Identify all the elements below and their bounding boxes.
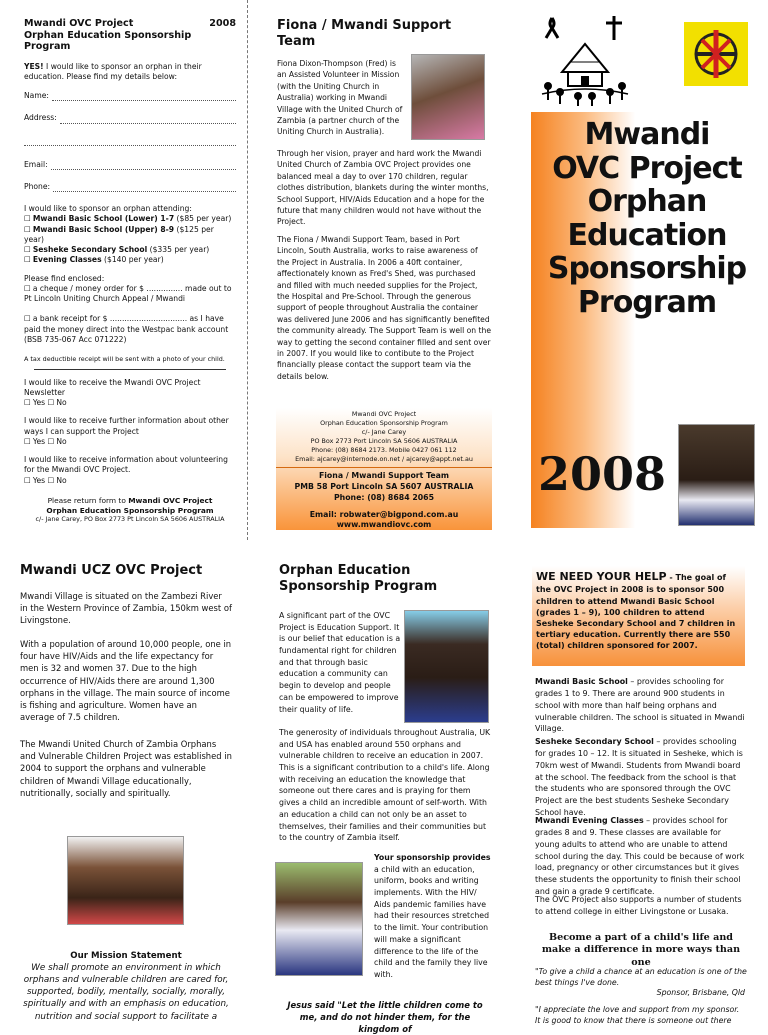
return-line-1	[24, 496, 236, 506]
cover-title	[531, 118, 763, 320]
return-pre: Please return form to	[47, 495, 129, 505]
address-input-line[interactable]	[60, 116, 236, 124]
contact-line-3: c/- Jane Carey	[361, 427, 407, 436]
option-evening-name: Evening Classes	[32, 255, 102, 265]
info-yes[interactable]	[24, 437, 45, 446]
attend-label: I would like to sponsor an orphan attending:	[24, 204, 192, 213]
program-p3-bold: Your sponsorship provides	[374, 853, 491, 862]
smiling-boy-photo	[404, 610, 489, 723]
newsletter-question: I would like to receive the Mwandi OVC Project Newsletter	[24, 377, 201, 397]
return-name: Mwandi OVC Project	[128, 495, 213, 505]
fiona-photo	[411, 54, 485, 140]
cover-title-line-5: Sponsorship	[547, 251, 747, 287]
contact-line-4: PO Box 2773 Port Lincoln SA 5606 AUSTRALIA	[310, 436, 458, 445]
ucz-p2: With a population of around 10,000 people, one in four have HIV/Aids and the life expectancy for men is 32 and women 37. Due to the high occurrence of HIV/Aids there are around 1,300 orphans in the village. The main source of income is fishing and agriculture. Women have an average of 7.5 children.	[20, 639, 232, 723]
cheque-text: a cheque / money order for $ ............... made out to Pt Lincoln Uniting Church Appeal / Mwandi	[24, 283, 232, 303]
school-options	[24, 214, 236, 265]
fold-line	[247, 0, 248, 540]
support-p3: The Fiona / Mwandi Support Team, based in Port Lincoln, South Australia, works to raise awareness of the Project in Australia. In 2006 a 40ft container, affectionately known as Fred's Shed, was purchased and filled with much needed supplies for the Project, the Hospital and Pre-School. Through the generous support of people throughout Australia the container was delivered June 2006 and has significantly benefited the community already. The Support Team is well on the way to getting the second container filled and sent over in 2007. If you would like to contibute to the Project financially please contact the support team via the details below.	[277, 235, 491, 381]
contact-divider	[276, 467, 492, 468]
cover-title-line-2: OVC Project	[552, 150, 742, 186]
name-label: Name:	[24, 91, 49, 100]
email-field[interactable]	[24, 160, 236, 170]
cover-title-line-4: Education	[567, 217, 727, 253]
newsletter-no-label: No	[56, 398, 67, 408]
college-info: The OVC Project also supports a number of students to attend college in either Livingstone or Lusaka.	[535, 895, 742, 916]
newsletter-yes-label: Yes	[32, 398, 46, 408]
program-title: Orphan Education Sponsorship Program	[279, 563, 438, 595]
form-divider	[34, 369, 226, 370]
email-input-line[interactable]	[51, 162, 236, 170]
basic-school-name: Mwandi Basic School	[535, 677, 628, 686]
ucz-p3: The Mwandi United Church of Zambia Orphans and Vulnerable Children Project was established in 2004 to support the orphans and vulnerable children of Mwandi Village educationally, nutritionally, socially and spiritually.	[20, 739, 232, 798]
option-evening-price: ($140 per year)	[104, 255, 164, 265]
program-p1: A significant part of the OVC Project is Education Support. It is our belief that education is a fundamental right for children and that through basic education a community can begin to develop and people can be empowered to improve their quality of life.	[279, 611, 401, 714]
option-basic-lower[interactable]	[24, 214, 236, 224]
enclosed-label: Please find enclosed:	[24, 273, 105, 283]
sponsorship-form	[24, 18, 236, 523]
form-intro-yes: YES!	[24, 61, 44, 71]
sponsor-quote-1-by: Sponsor, Brisbane, Qld	[656, 988, 745, 997]
option-evening[interactable]	[24, 255, 236, 265]
team-email[interactable]: Email: robwater@bigpond.com.au	[309, 509, 459, 519]
seal-graphic	[684, 22, 748, 86]
contact-box	[276, 408, 492, 530]
sponsor-quote-1: "To give a child a chance at an education is one of the best things I've done.	[535, 967, 747, 987]
bank-option[interactable]	[24, 314, 236, 345]
contact-line-1: Mwandi OVC Project	[351, 410, 417, 418]
mission-statement: We shall promote an environment in which orphans and vulnerable children are cared for, supported, bodily, mentally, socially, morally, spiritually and with an emphasis on education, nutrition and social support to facilitate a	[23, 963, 229, 1022]
cheque-option[interactable]	[24, 284, 236, 305]
bible-verse: Jesus said "Let the little children come to me, and do not hinder them, for the kingdom of	[287, 1000, 483, 1034]
name-field[interactable]	[24, 91, 236, 101]
volunteer-yes[interactable]	[24, 476, 45, 485]
help-text: - The goal of the OVC Project in 2008 is to sponsor 500 children to attend Mwandi Basic School (grades 1 – 9), 100 children to attend Sesheke Secondary School and 7 children in tertiary education. Currently there are 550 (total) children sponsored for 2007.	[536, 573, 736, 651]
support-p2: Through her vision, prayer and hard work the Mwandi United Church of Zambia OVC Project provides one balanced meal a day to over 170 children, regular clothes distribution, blankets during the winter months, School Support, HIV/Aids Education and a hope for the future that many children would not have without the Project.	[277, 149, 489, 227]
email-label: Email:	[24, 159, 48, 169]
option-basic-upper[interactable]	[24, 225, 236, 246]
help-caption: WE NEED YOUR HELP	[536, 570, 667, 583]
address-label: Address:	[24, 113, 57, 123]
program-p2: The generosity of individuals throughout Australia, UK and USA has enabled around 550 orphans and vulnerable children to receive an education in 2007. This is a significant contribution to a child's life. Along with receiving an education the knowledge that someone out there cares and is praying for them gives a child an incredible amount of self-worth. With an education a child can not only be an asset to themselves, their families and their communities but to the country of Zambia itself.	[279, 728, 491, 843]
volunteer-yes-label: Yes	[32, 475, 46, 485]
name-input-line[interactable]	[52, 93, 236, 101]
sesheke-info	[535, 736, 747, 819]
newsletter-answers	[24, 398, 236, 408]
sesheke-name: Sesheke Secondary School	[535, 737, 654, 746]
phone-label: Phone:	[24, 181, 51, 191]
volunteer-answers	[24, 476, 236, 486]
schoolgirl-photo	[275, 862, 363, 976]
cover-child-photo	[678, 424, 755, 526]
phone-input-line[interactable]	[53, 184, 236, 192]
info-yes-label: Yes	[32, 436, 46, 446]
address-field-2[interactable]	[24, 138, 236, 146]
info-no[interactable]	[48, 437, 67, 446]
team-phone: Phone: (08) 8684 2065	[333, 492, 435, 502]
volunteer-no[interactable]	[48, 476, 67, 485]
program-p3-text: a child with an education, uniform, books and writing implements. With the HIV/ Aids pandemic families have had their resources stretched to the limit. Your contribution will make a significant difference to the life of the child and the family they live with.	[374, 864, 490, 979]
evening-text: – provides school for grades 8 and 9. These classes are available for young adults to attend who are unable to attend school during the day. This could be because of work load, pregnancy or other circumstances but it gives these students the opportunity to finish their school and gain a grade 9 certificate.	[535, 816, 745, 897]
village-hut-logo	[540, 14, 630, 106]
option-sesheke-name: Sesheke Secondary School	[32, 245, 148, 254]
program-p3	[374, 852, 492, 981]
return-address: c/- Jane Carey, PO Box 2773 Pt Lincoln SA 5606 AUSTRALIA	[35, 515, 225, 524]
address-input-line-2[interactable]	[24, 138, 236, 146]
form-intro-text: I would like to sponsor an orphan in their education. Please find my details below:	[24, 61, 202, 81]
cover-title-line-3: Orphan	[587, 184, 707, 220]
team-address: PMB 58 Port Lincoln SA 5607 AUSTRALIA	[294, 481, 474, 491]
return-program: Orphan Education Sponsorship Program	[46, 505, 214, 515]
info-question: I would like to receive further information about other ways I can support the Project	[24, 416, 229, 436]
form-intro	[24, 62, 236, 83]
team-name: Fiona / Mwandi Support Team	[318, 470, 450, 480]
option-sesheke-price: ($335 per year)	[149, 245, 210, 254]
support-title: Fiona / Mwandi Support Team	[277, 18, 452, 50]
ucz-p1: Mwandi Village is situated on the Zambezi River in the Western Province of Zambia, 150km west of Livingstone.	[20, 591, 232, 626]
option-basic-upper-price: ($125 per year)	[24, 224, 214, 244]
cover-year: 2008	[538, 447, 667, 501]
children-group-photo	[67, 836, 184, 925]
team-website[interactable]: www.mwandiovc.com	[336, 520, 432, 530]
form-header-subtitle: Orphan Education Sponsorship Program	[24, 29, 192, 52]
form-header-year: 2008	[209, 18, 236, 29]
contact-line-5: Phone: (08) 8684 2173. Mobile 0427 061 112	[311, 445, 457, 454]
info-answers	[24, 437, 236, 447]
help-box	[532, 566, 745, 666]
ucz-title: Mwandi UCZ OVC Project	[20, 563, 203, 578]
address-field[interactable]	[24, 113, 236, 123]
cover-title-line-1: Mwandi	[584, 117, 710, 152]
tax-note: A tax deductible receipt will be sent with a photo of your child.	[24, 355, 225, 363]
newsletter-no[interactable]	[48, 398, 67, 407]
bank-text: a bank receipt for $ ................................ as I have paid the money direct into the Westpac bank account (BSB 735-067 Acc 071222)	[24, 314, 229, 344]
basic-school-text: – provides schooling for grades 1 to 9. There are around 900 students in school with more than half being orphans and vulnerable children. The school is situated in Mwandi Village.	[535, 677, 745, 734]
cover-title-line-6: Program	[577, 284, 717, 320]
volunteer-question: I would like to receive information about volunteering for the Mwandi OVC Project.	[24, 455, 228, 475]
contact-line-2: Orphan Education Sponsorship Program	[320, 418, 448, 427]
newsletter-yes[interactable]	[24, 398, 45, 407]
return-instructions	[24, 496, 236, 524]
sponsor-quote-2: "I appreciate the love and support from my sponsor. It is good to know that there is someone out there	[535, 1005, 740, 1025]
option-basic-lower-price: ($85 per year)	[176, 214, 232, 224]
support-team-panel	[277, 18, 489, 51]
form-header	[24, 18, 236, 30]
support-p1: Fiona Dixon-Thompson (Fred) is an Assisted Volunteer in Mission (with the Uniting Church in Australia) working in Mwandi Village with the United Church of Zambia (a partner church of the Uniting Church in Australia).	[277, 59, 403, 137]
option-basic-lower-name: Mwandi Basic School (Lower) 1-7	[32, 214, 175, 224]
evening-name: Mwandi Evening Classes	[535, 816, 644, 825]
option-sesheke[interactable]	[24, 245, 236, 255]
contact-email[interactable]: Email: ajcarey@internode.on.net / ajcarey@appt.net.au	[295, 454, 473, 463]
info-no-label: No	[56, 436, 67, 446]
option-basic-upper-name: Mwandi Basic School (Upper) 8-9	[32, 224, 175, 234]
volunteer-no-label: No	[56, 475, 67, 485]
church-seal-logo	[684, 22, 748, 86]
sesheke-text: – provides schooling for grades 10 – 12. It is situated in Sesheke, which is 70km west of Mwandi. Students from Mwandi board at the school. The feedback from the school is that the students who are sponsored through the OVC Project are the best students Sesheke Secondary School have.	[535, 737, 743, 818]
become-part-heading: Become a part of a child's life and make a difference in more ways than one	[541, 932, 741, 968]
form-header-title: Mwandi OVC Project	[24, 18, 134, 29]
basic-school-info	[535, 676, 747, 735]
evening-info	[535, 815, 747, 898]
mission-title: Our Mission Statement	[70, 951, 182, 961]
phone-field[interactable]	[24, 182, 236, 192]
